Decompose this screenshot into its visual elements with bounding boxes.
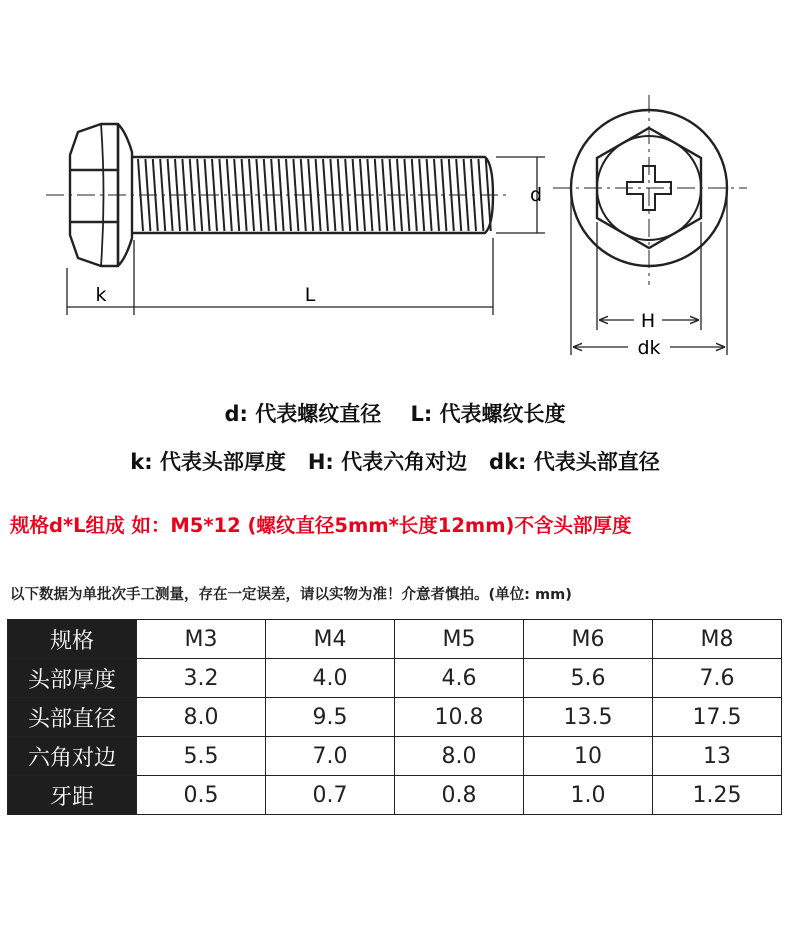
table-cell: 0.5 bbox=[137, 776, 266, 815]
thread-lines bbox=[138, 159, 491, 231]
H-label: H bbox=[640, 310, 656, 332]
table-cell: M5 bbox=[395, 620, 524, 659]
table-row bbox=[8, 737, 782, 776]
table-cell: 5.6 bbox=[524, 659, 653, 698]
L-label: L bbox=[304, 284, 316, 306]
table-cell: 5.5 bbox=[137, 737, 266, 776]
row-header: 六角对边 bbox=[8, 737, 137, 776]
table-cell: 0.8 bbox=[395, 776, 524, 815]
spec-table bbox=[7, 619, 782, 815]
table-cell: 13 bbox=[653, 737, 782, 776]
table-cell: 17.5 bbox=[653, 698, 782, 737]
table-row bbox=[8, 776, 782, 815]
d-label: d bbox=[529, 184, 543, 206]
table-cell: 9.5 bbox=[266, 698, 395, 737]
table-cell: 7.6 bbox=[653, 659, 782, 698]
dk-label: dk bbox=[637, 337, 661, 359]
table-cell: 3.2 bbox=[137, 659, 266, 698]
table-cell: 4.0 bbox=[266, 659, 395, 698]
table-row bbox=[8, 659, 782, 698]
table-cell: M3 bbox=[137, 620, 266, 659]
table-cell: 0.7 bbox=[266, 776, 395, 815]
bolt-technical-drawing bbox=[0, 0, 790, 380]
measurement-disclaimer: 以下数据为单批次手工测量，存在一定误差，请以实物为准！介意者慎拍。(单位: mm) bbox=[10, 587, 572, 603]
table-row bbox=[8, 620, 782, 659]
table-cell: M4 bbox=[266, 620, 395, 659]
legend-line-2: k: 代表头部厚度 H: 代表六角对边 dk: 代表头部直径 bbox=[130, 450, 660, 474]
table-cell: 8.0 bbox=[395, 737, 524, 776]
bolt-end-view bbox=[553, 95, 747, 285]
table-cell: 13.5 bbox=[524, 698, 653, 737]
row-header: 规格 bbox=[8, 620, 137, 659]
row-header: 头部厚度 bbox=[8, 659, 137, 698]
table-cell: 1.0 bbox=[524, 776, 653, 815]
table-cell: 10.8 bbox=[395, 698, 524, 737]
table-cell: 8.0 bbox=[137, 698, 266, 737]
row-header: 牙距 bbox=[8, 776, 137, 815]
table-cell: 1.25 bbox=[653, 776, 782, 815]
spec-format-note: 规格d*L组成 如：M5*12 (螺纹直径5mm*长度12mm)不含头部厚度 bbox=[10, 514, 632, 537]
table-cell: M8 bbox=[653, 620, 782, 659]
k-label: k bbox=[95, 284, 107, 306]
legend-line-1: d: 代表螺纹直径 L: 代表螺纹长度 bbox=[224, 402, 566, 426]
table-cell: 10 bbox=[524, 737, 653, 776]
table-cell: 4.6 bbox=[395, 659, 524, 698]
table-cell: 7.0 bbox=[266, 737, 395, 776]
row-header: 头部直径 bbox=[8, 698, 137, 737]
table-row bbox=[8, 698, 782, 737]
table-cell: M6 bbox=[524, 620, 653, 659]
